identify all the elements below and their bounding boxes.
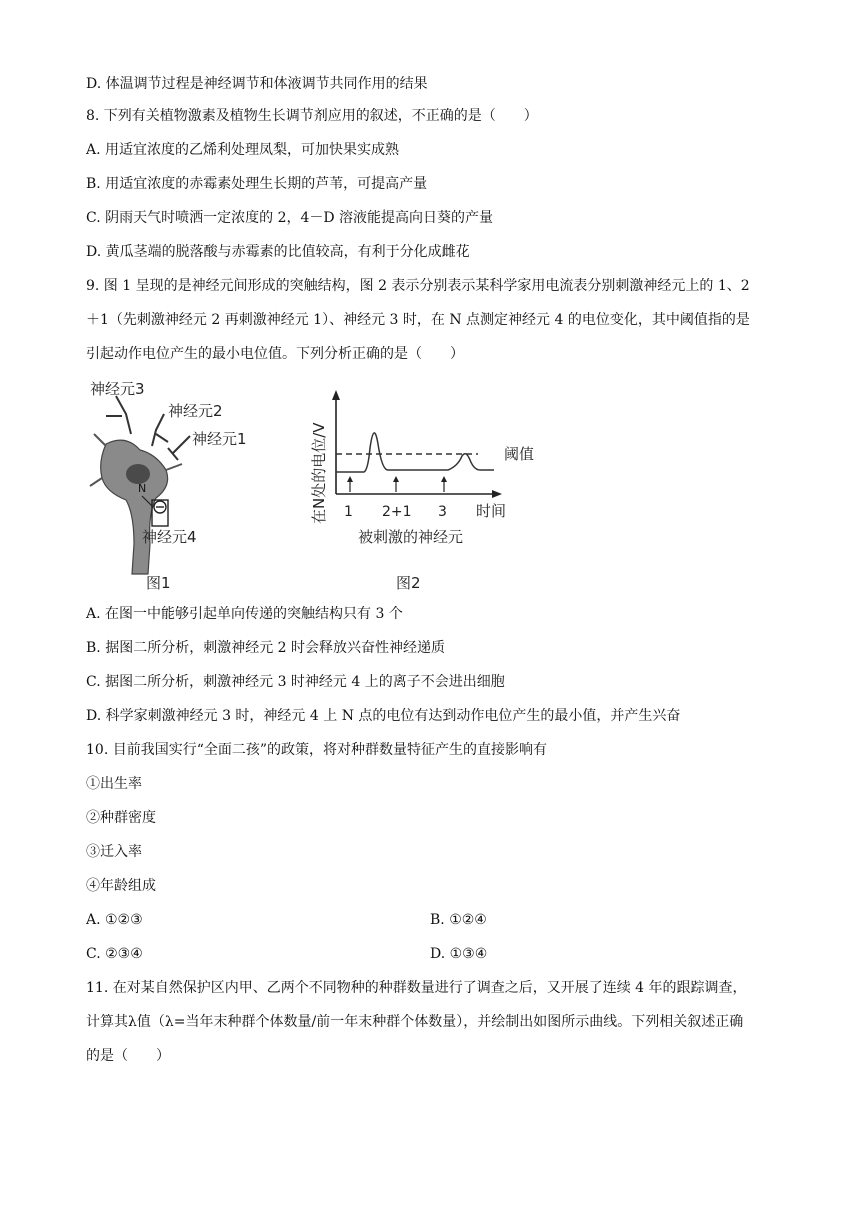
fig1-label-neuron3: 神经元3 (90, 380, 145, 398)
fig2-time-label: 时间 (476, 502, 507, 520)
q9-stem-line-1: 9. 图 1 呈现的是神经元间形成的突触结构，图 2 表示分别表示某科学家用电流表分别刺激神经元上的 1、2 (86, 278, 750, 294)
fig2-stim-label-1: 1 (344, 504, 353, 520)
q9-stem-line-3: 引起动作电位产生的最小电位值。下列分析正确的是（ ） (86, 346, 464, 362)
fig1-label-neuron1: 神经元1 (192, 430, 247, 448)
q11-stem-line-3: 的是（ ） (86, 1048, 170, 1064)
potential-graph (298, 374, 548, 596)
neuron-diagram (86, 374, 266, 596)
q10-item-3: ③迁入率 (86, 844, 142, 860)
figure-1 (86, 374, 266, 596)
q9-option-d: D. 科学家刺激神经元 3 时，神经元 4 上 N 点的电位有达到动作电位产生的最小值，并产生兴奋 (86, 708, 681, 724)
fig1-caption: 图1 (146, 574, 171, 592)
fig2-stim-label-2plus1: 2+1 (382, 504, 412, 520)
q9-option-b: B. 据图二所分析，刺激神经元 2 时会释放兴奋性神经递质 (86, 640, 445, 656)
q10-item-1: ①出生率 (86, 776, 142, 792)
fig2-stim-label-3: 3 (438, 504, 447, 520)
fig2-caption: 图2 (396, 574, 421, 592)
q7-option-d: D. 体温调节过程是神经调节和体液调节共同作用的结果 (86, 76, 428, 92)
fig2-xlabel: 被刺激的神经元 (358, 528, 464, 546)
fig1-label-neuron4: 神经元4 (142, 528, 197, 546)
q11-stem-line-2: 计算其λ值（λ=当年末种群个体数量/前一年末种群个体数量），并绘制出如图所示曲线。下列相关叙述正确 (86, 1014, 744, 1030)
q9-option-a: A. 在图一中能够引起单向传递的突触结构只有 3 个 (86, 606, 403, 622)
figure-2 (298, 374, 548, 596)
q10-option-a: A. ①②③ (86, 912, 143, 928)
q8-option-d: D. 黄瓜茎端的脱落酸与赤霉素的比值较高，有利于分化成雌花 (86, 244, 470, 260)
q10-option-d: D. ①③④ (430, 946, 488, 962)
fig1-label-neuron2: 神经元2 (168, 402, 223, 420)
q10-item-2: ②种群密度 (86, 810, 156, 826)
q11-stem-line-1: 11. 在对某自然保护区内甲、乙两个不同物种的种群数量进行了调查之后，又开展了连续 4 年的跟踪调查， (86, 980, 747, 996)
q8-option-c: C. 阴雨天气时喷洒一定浓度的 2，4－D 溶液能提高向日葵的产量 (86, 210, 494, 226)
q9-stem-line-2: ＋1（先刺激神经元 2 再刺激神经元 1）、神经元 3 时，在 N 点测定神经元 4 的电位变化，其中阈值指的是 (86, 312, 750, 328)
q10-stem: 10. 目前我国实行“全面二孩”的政策，将对种群数量特征产生的直接影响有 (86, 742, 548, 758)
q8-option-a: A. 用适宜浓度的乙烯利处理凤梨，可加快果实成熟 (86, 142, 400, 158)
fig2-ylabel: 在N处的电位/V (310, 422, 328, 524)
fig2-threshold-label: 阈值 (504, 445, 535, 463)
q8-stem: 8. 下列有关植物激素及植物生长调节剂应用的叙述，不正确的是（ ） (86, 108, 538, 124)
q10-item-4: ④年龄组成 (86, 878, 156, 894)
q10-option-b: B. ①②④ (430, 912, 487, 928)
fig1-point-n: N (138, 482, 147, 495)
q8-option-b: B. 用适宜浓度的赤霉素处理生长期的芦苇，可提高产量 (86, 176, 428, 192)
q9-option-c: C. 据图二所分析，刺激神经元 3 时神经元 4 上的离子不会进出细胞 (86, 674, 505, 690)
q10-option-c: C. ②③④ (86, 946, 143, 962)
